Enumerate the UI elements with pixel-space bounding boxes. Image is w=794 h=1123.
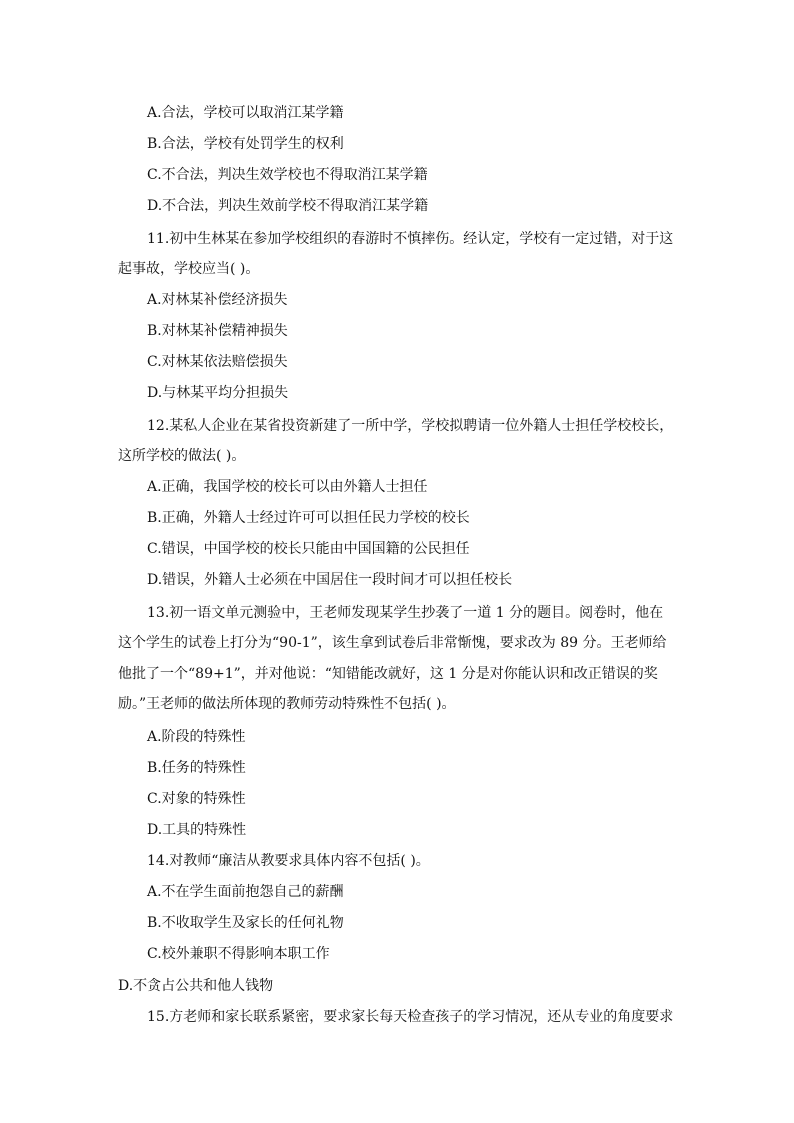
q13-stem-line1: 13.初一语文单元测验中，王老师发现某学生抄袭了一道 1 分的题目。阅卷时，他在 — [147, 605, 664, 621]
q11-stem-line2: 起事故，学校应当( )。 — [118, 261, 260, 277]
q13-stem-line2: 这个学生的试卷上打分为“90-1”，该生拿到试卷后非常惭愧，要求改为 89 分。王老师给 — [118, 635, 667, 651]
q12-option-c: C.错误，中国学校的校长只能由中国国籍的公民担任 — [147, 541, 470, 557]
q14-option-a: A.不在学生面前抱怨自己的薪酬 — [147, 884, 344, 900]
q13-stem-line4: 励。”王老师的做法所体现的教师劳动特殊性不包括( )。 — [118, 696, 456, 712]
q12-option-b: B.正确，外籍人士经过许可可以担任民力学校的校长 — [147, 510, 470, 526]
q11-option-c: C.对林某依法赔偿损失 — [147, 354, 288, 370]
q13-option-a: A.阶段的特殊性 — [147, 729, 246, 745]
q13-option-b: B.任务的特殊性 — [147, 760, 246, 776]
q11-stem-line1: 11.初中生林某在参加学校组织的春游时不慎摔伤。经认定，学校有一定过错，对于这 — [147, 231, 674, 247]
q14-stem-line1: 14.对教师“廉洁从教要求具体内容不包括( )。 — [147, 853, 430, 869]
q13-stem-line3: 他批了一个“89+1”，并对他说：“知错能改就好，这 1 分是对你能认识和改正错误的奖 — [118, 666, 658, 682]
q10-option-a: A.合法，学校可以取消江某学籍 — [147, 105, 344, 121]
q14-option-c: C.校外兼职不得影响本职工作 — [147, 946, 330, 962]
q11-option-a: A.对林某补偿经济损失 — [147, 292, 288, 308]
q12-stem-line1: 12.某私人企业在某省投资新建了一所中学，学校拟聘请一位外籍人士担任学校校长， — [147, 418, 674, 434]
q11-option-b: B.对林某补偿精神损失 — [147, 323, 288, 339]
q12-stem-line2: 这所学校的做法( )。 — [118, 448, 246, 464]
q10-option-b: B.合法，学校有处罚学生的权利 — [147, 136, 344, 152]
q14-option-b: B.不收取学生及家长的任何礼物 — [147, 915, 344, 931]
q12-option-a: A.正确，我国学校的校长可以由外籍人士担任 — [147, 479, 428, 495]
q15-stem-line1: 15.方老师和家长联系紧密，要求家长每天检查孩子的学习情况，还从专业的角度要求 — [147, 1009, 674, 1025]
q10-option-d: D.不合法，判决生效前学校不得取消江某学籍 — [147, 198, 429, 214]
q13-option-c: C.对象的特殊性 — [147, 791, 246, 807]
q13-option-d: D.工具的特殊性 — [147, 822, 247, 838]
q10-option-c: C.不合法，判决生效学校也不得取消江某学籍 — [147, 167, 428, 183]
q11-option-d: D.与林某平均分担损失 — [147, 385, 289, 401]
q12-option-d: D.错误，外籍人士必须在中国居住一段时间才可以担任校长 — [147, 572, 513, 588]
q14-option-d: D.不贪占公共和他人钱物 — [118, 978, 274, 994]
